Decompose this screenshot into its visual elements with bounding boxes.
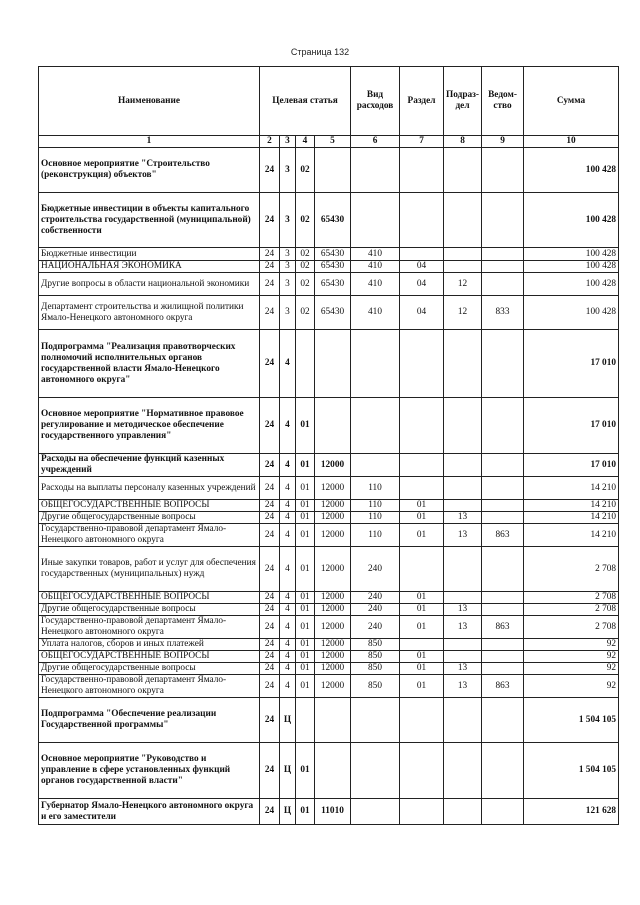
row-sum: 17 010 [524,454,619,477]
row-name: Уплата налогов, сборов и иных платежей [39,639,260,651]
row-c4 [296,698,315,743]
row-ved [482,330,524,398]
row-c2: 24 [260,592,280,604]
row-name: Государственно-правовой департамент Ямало-Ненецкого автономного округа [39,524,260,547]
row-razdel: 01 [400,616,444,639]
row-c4: 02 [296,148,315,193]
row-ved [482,248,524,261]
row-c2: 24 [260,454,280,477]
row-c4: 02 [296,248,315,261]
row-c4: 01 [296,616,315,639]
row-sum: 14 210 [524,500,619,512]
row-c2: 24 [260,148,280,193]
row-ved [482,193,524,248]
row-name: Подпрограмма "Реализация правотворческих полномочий исполнительных органов государственной власти Ямало-Ненецкого автономного округа" [39,330,260,398]
row-sum: 100 428 [524,296,619,330]
row-podrazdel: 12 [444,273,482,296]
table-row [39,604,619,616]
page-number: Страница 132 [290,47,350,57]
row-sum: 17 010 [524,330,619,398]
table-row [39,547,619,592]
row-podrazdel [444,547,482,592]
row-ved [482,261,524,273]
row-c2: 24 [260,477,280,500]
row-ved [482,273,524,296]
col-number: 10 [524,136,619,148]
table-row [39,524,619,547]
row-c5: 65430 [315,273,351,296]
row-c3: 3 [280,193,296,248]
row-name: ОБЩЕГОСУДАРСТВЕННЫЕ ВОПРОСЫ [39,651,260,663]
row-c3: 4 [280,604,296,616]
row-razdel [400,639,444,651]
table-row [39,651,619,663]
row-c2: 24 [260,663,280,675]
row-vid [351,193,400,248]
row-razdel [400,454,444,477]
row-c3: 3 [280,273,296,296]
row-razdel: 04 [400,273,444,296]
row-c3: 4 [280,500,296,512]
row-c4: 01 [296,743,315,799]
col-number: 9 [482,136,524,148]
row-vid: 410 [351,261,400,273]
row-name: Другие вопросы в области национальной экономики [39,273,260,296]
row-c2: 24 [260,524,280,547]
row-c5 [315,398,351,454]
row-name: Расходы на обеспечение функций казенных учреждений [39,454,260,477]
row-razdel: 01 [400,500,444,512]
row-sum: 100 428 [524,273,619,296]
row-sum: 121 628 [524,799,619,825]
row-sum: 2 708 [524,547,619,592]
row-c3: 3 [280,261,296,273]
row-podrazdel [444,477,482,500]
row-c5 [315,330,351,398]
row-name: Расходы на выплаты персоналу казенных учреждений [39,477,260,500]
table-row [39,273,619,296]
row-name: НАЦИОНАЛЬНАЯ ЭКОНОМИКА [39,261,260,273]
row-vid [351,148,400,193]
row-c4: 02 [296,296,315,330]
row-name: Основное мероприятие "Строительство (реконструкция) объектов" [39,148,260,193]
row-name: Департамент строительства и жилищной политики Ямало-Ненецкого автономного округа [39,296,260,330]
row-ved [482,547,524,592]
row-podrazdel [444,500,482,512]
col-number: 6 [351,136,400,148]
row-razdel: 04 [400,261,444,273]
row-razdel [400,248,444,261]
row-podrazdel: 13 [444,675,482,698]
row-razdel [400,193,444,248]
row-sum: 92 [524,639,619,651]
table-row [39,398,619,454]
row-podrazdel [444,148,482,193]
row-c3: 4 [280,547,296,592]
row-c3: 4 [280,675,296,698]
col-number: 4 [296,136,315,148]
row-razdel [400,398,444,454]
row-c5 [315,148,351,193]
row-podrazdel [444,743,482,799]
budget-table [38,66,619,825]
row-sum: 92 [524,663,619,675]
row-vid: 850 [351,663,400,675]
row-podrazdel [444,698,482,743]
row-c4: 02 [296,261,315,273]
row-name: Другие общегосударственные вопросы [39,512,260,524]
row-vid: 850 [351,651,400,663]
row-vid: 850 [351,639,400,651]
row-razdel [400,743,444,799]
row-ved [482,454,524,477]
row-c5: 11010 [315,799,351,825]
row-ved [482,592,524,604]
row-vid [351,398,400,454]
header-razdel: Раздел [400,67,444,136]
table-row [39,663,619,675]
row-podrazdel [444,330,482,398]
row-c2: 24 [260,398,280,454]
row-c4: 01 [296,512,315,524]
row-razdel [400,547,444,592]
header-summa: Сумма [524,67,619,136]
row-ved [482,477,524,500]
row-vid: 410 [351,296,400,330]
row-vid: 240 [351,616,400,639]
row-c2: 24 [260,296,280,330]
table-row [39,477,619,500]
row-name: Основное мероприятие "Руководство и управление в сфере установленных функций органов государственной власти" [39,743,260,799]
row-name: Государственно-правовой департамент Ямало-Ненецкого автономного округа [39,675,260,698]
row-c2: 24 [260,675,280,698]
row-vid: 850 [351,675,400,698]
table-row [39,512,619,524]
row-c4: 01 [296,604,315,616]
row-c5: 12000 [315,477,351,500]
row-podrazdel: 13 [444,663,482,675]
row-c2: 24 [260,500,280,512]
row-podrazdel: 13 [444,524,482,547]
row-c3: 4 [280,512,296,524]
row-razdel: 01 [400,512,444,524]
row-c3: 4 [280,398,296,454]
row-c3: 3 [280,248,296,261]
row-c2: 24 [260,261,280,273]
row-razdel [400,330,444,398]
col-number: 2 [260,136,280,148]
row-c2: 24 [260,273,280,296]
row-c5: 12000 [315,524,351,547]
row-name: Другие общегосударственные вопросы [39,663,260,675]
row-c4: 01 [296,651,315,663]
row-name: Государственно-правовой департамент Ямало-Ненецкого автономного округа [39,616,260,639]
row-c5: 12000 [315,639,351,651]
row-vid: 110 [351,524,400,547]
row-podrazdel [444,592,482,604]
row-ved [482,148,524,193]
row-c3: 4 [280,524,296,547]
row-c2: 24 [260,604,280,616]
row-c3: Ц [280,698,296,743]
row-razdel [400,698,444,743]
table-row [39,799,619,825]
row-sum: 2 708 [524,604,619,616]
row-podrazdel [444,193,482,248]
row-c5: 65430 [315,261,351,273]
row-name: Иные закупки товаров, работ и услуг для обеспечения государственных (муниципальных) нужд [39,547,260,592]
row-sum: 100 428 [524,148,619,193]
row-sum: 14 210 [524,477,619,500]
row-podrazdel [444,398,482,454]
row-razdel: 01 [400,592,444,604]
row-vid [351,330,400,398]
row-c2: 24 [260,799,280,825]
row-ved: 863 [482,616,524,639]
row-razdel [400,148,444,193]
row-ved [482,743,524,799]
row-c4: 01 [296,592,315,604]
row-ved [482,398,524,454]
table-row [39,296,619,330]
row-razdel: 04 [400,296,444,330]
row-ved [482,698,524,743]
row-ved: 833 [482,296,524,330]
row-vid [351,454,400,477]
row-vid: 410 [351,273,400,296]
row-c2: 24 [260,248,280,261]
row-name: Губернатор Ямало-Ненецкого автономного округа и его заместители [39,799,260,825]
row-c2: 24 [260,639,280,651]
row-vid: 240 [351,592,400,604]
row-c4: 01 [296,524,315,547]
row-c5: 12000 [315,547,351,592]
row-c2: 24 [260,193,280,248]
row-c3: 4 [280,477,296,500]
row-razdel [400,799,444,825]
row-c4: 02 [296,273,315,296]
row-vid [351,799,400,825]
row-podrazdel [444,261,482,273]
row-vid: 240 [351,547,400,592]
row-sum: 1 504 105 [524,743,619,799]
header-target: Целевая статья [260,67,351,136]
row-ved: 863 [482,675,524,698]
row-sum: 1 504 105 [524,698,619,743]
row-name: Подпрограмма "Обеспечение реализации Государственной программы" [39,698,260,743]
row-c2: 24 [260,651,280,663]
row-c5: 65430 [315,193,351,248]
row-c5 [315,743,351,799]
row-razdel: 01 [400,524,444,547]
row-c5: 12000 [315,592,351,604]
row-name: Другие общегосударственные вопросы [39,604,260,616]
table-row [39,148,619,193]
row-podrazdel [444,799,482,825]
row-podrazdel [444,651,482,663]
row-c3: 4 [280,639,296,651]
row-c4 [296,330,315,398]
row-c5 [315,698,351,743]
row-vid: 410 [351,248,400,261]
header-name: Наименование [39,67,260,136]
table-row [39,639,619,651]
col-number: 7 [400,136,444,148]
row-c4: 01 [296,663,315,675]
row-c2: 24 [260,698,280,743]
row-ved [482,500,524,512]
row-sum: 100 428 [524,193,619,248]
row-c3: 4 [280,592,296,604]
col-number: 3 [280,136,296,148]
row-podrazdel: 13 [444,616,482,639]
table-header-row [39,67,619,136]
row-ved [482,651,524,663]
table-row [39,592,619,604]
row-sum: 100 428 [524,248,619,261]
row-c3: Ц [280,799,296,825]
row-c5: 65430 [315,248,351,261]
row-vid: 110 [351,500,400,512]
row-razdel [400,477,444,500]
row-razdel: 01 [400,604,444,616]
table-row [39,261,619,273]
table-row [39,193,619,248]
row-c3: 4 [280,651,296,663]
row-c4: 01 [296,454,315,477]
table-row [39,675,619,698]
column-number-row [39,136,619,148]
row-c2: 24 [260,330,280,398]
row-c3: 4 [280,616,296,639]
row-c4: 01 [296,799,315,825]
row-c3: 4 [280,663,296,675]
row-c5: 12000 [315,454,351,477]
row-sum: 14 210 [524,524,619,547]
row-sum: 14 210 [524,512,619,524]
row-c5: 65430 [315,296,351,330]
row-podrazdel: 13 [444,604,482,616]
row-c2: 24 [260,743,280,799]
row-name: Бюджетные инвестиции в объекты капитального строительства государственной (муниципальной) собственности [39,193,260,248]
row-c4: 01 [296,675,315,698]
row-razdel: 01 [400,663,444,675]
row-podrazdel: 13 [444,512,482,524]
row-c3: 4 [280,330,296,398]
row-ved [482,799,524,825]
row-c3: Ц [280,743,296,799]
table-row [39,500,619,512]
col-number: 5 [315,136,351,148]
row-razdel: 01 [400,675,444,698]
col-number: 1 [39,136,260,148]
row-name: Бюджетные инвестиции [39,248,260,261]
row-c2: 24 [260,547,280,592]
row-c3: 3 [280,296,296,330]
row-c3: 4 [280,454,296,477]
table-row [39,616,619,639]
table-row [39,698,619,743]
row-sum: 2 708 [524,616,619,639]
row-name: Основное мероприятие "Нормативное правовое регулирование и методическое обеспечение государственного управления" [39,398,260,454]
row-vid: 110 [351,512,400,524]
row-sum: 17 010 [524,398,619,454]
row-podrazdel: 12 [444,296,482,330]
row-vid: 240 [351,604,400,616]
row-c5: 12000 [315,512,351,524]
row-ved [482,663,524,675]
row-c5: 12000 [315,616,351,639]
row-vid [351,743,400,799]
row-name: ОБЩЕГОСУДАРСТВЕННЫЕ ВОПРОСЫ [39,592,260,604]
row-ved [482,604,524,616]
row-c2: 24 [260,512,280,524]
row-razdel: 01 [400,651,444,663]
row-c4: 01 [296,398,315,454]
row-sum: 100 428 [524,261,619,273]
row-c5: 12000 [315,675,351,698]
row-sum: 92 [524,651,619,663]
row-ved [482,639,524,651]
row-name: ОБЩЕГОСУДАРСТВЕННЫЕ ВОПРОСЫ [39,500,260,512]
table-row [39,330,619,398]
row-c4: 01 [296,547,315,592]
row-ved: 863 [482,524,524,547]
row-ved [482,512,524,524]
header-vedomstvo: Ведом-ство [482,67,524,136]
table-row [39,743,619,799]
row-c4: 01 [296,639,315,651]
row-c5: 12000 [315,663,351,675]
row-sum: 2 708 [524,592,619,604]
table-row [39,248,619,261]
row-podrazdel [444,639,482,651]
col-number: 8 [444,136,482,148]
header-vid: Вид расходов [351,67,400,136]
row-sum: 92 [524,675,619,698]
row-c2: 24 [260,616,280,639]
row-c4: 01 [296,500,315,512]
row-c5: 12000 [315,500,351,512]
row-podrazdel [444,454,482,477]
header-podrazdel: Подраз-дел [444,67,482,136]
row-vid: 110 [351,477,400,500]
table-row [39,454,619,477]
row-c5: 12000 [315,604,351,616]
row-podrazdel [444,248,482,261]
row-vid [351,698,400,743]
row-c4: 02 [296,193,315,248]
row-c3: 3 [280,148,296,193]
row-c4: 01 [296,477,315,500]
row-c5: 12000 [315,651,351,663]
